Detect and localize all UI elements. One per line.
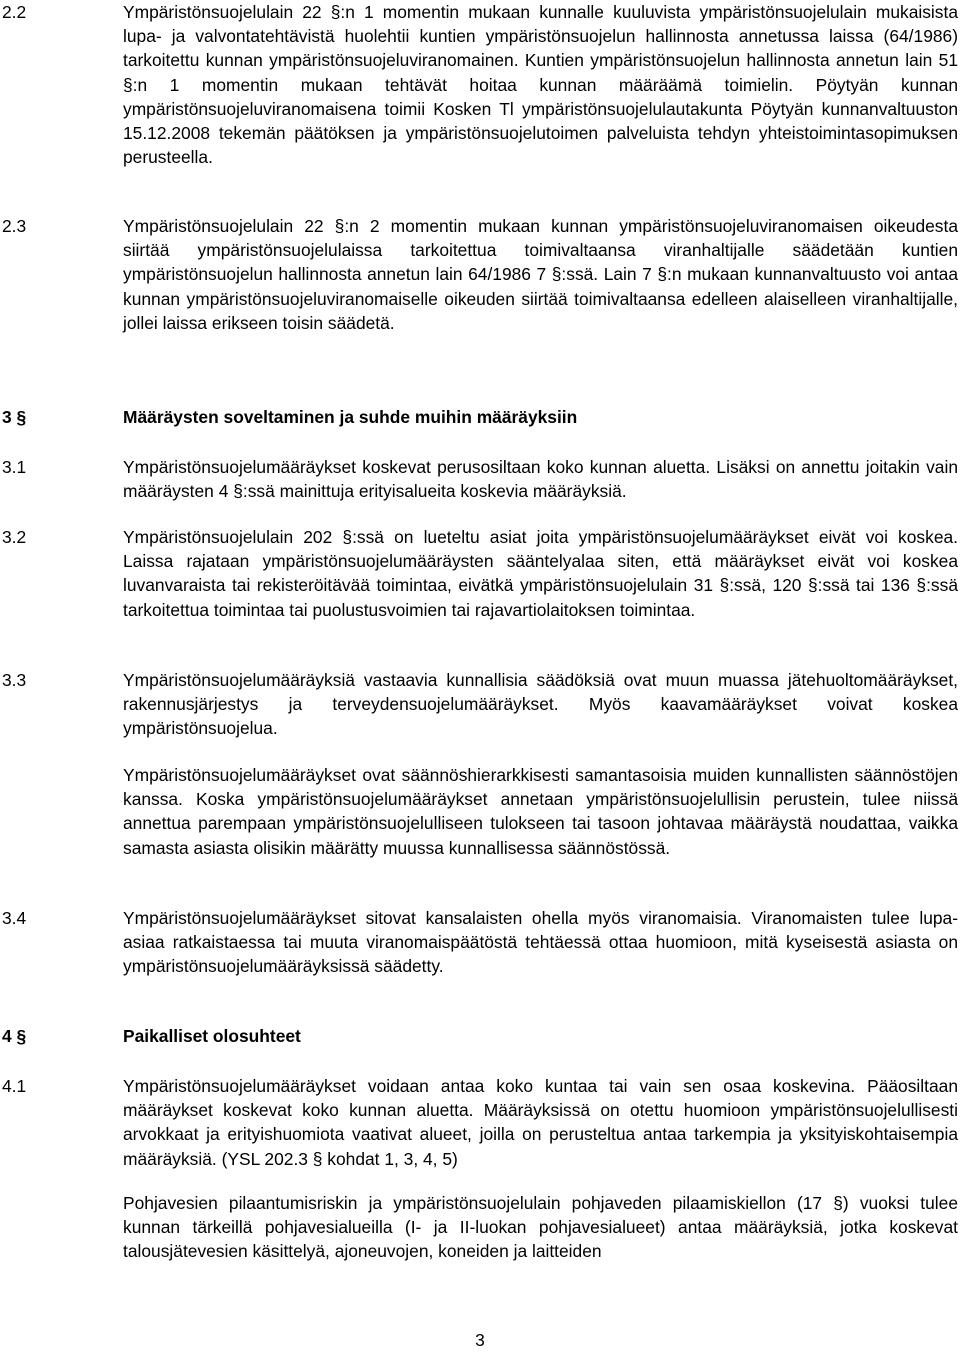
section-number: 3.3 [2, 670, 27, 690]
paragraph: Ympäristönsuojelumääräykset ovat säännöshierarkkisesti samantasoisia muiden kunnallisten säännöstöjen kanssa. Koska ympäristönsuojelumääräykset annetaan ympäristönsuojelullisin perustein, tulee niissä annettua parempaan ympäristönsuojelulliseen tulokseen tai tasoon johtavaa määräystä noudattaa, vaikka samasta asiasta olisikin määrätty muussa kunnallisessa säännöstössä. [123, 765, 958, 858]
heading-title: Paikalliset olosuhteet [123, 1026, 301, 1046]
paragraph: Pohjavesien pilaantumisriskin ja ympäristönsuojelulain pohjaveden pilaamiskiellon (17 §) vuoksi tulee kunnan tärkeillä pohjavesialueilla (I- ja II-luokan pohjavesialueet) antaa määräyksiä, jotka koskevat talousjätevesien käsittelyä, ajoneuvojen, koneiden ja laitteiden [123, 1193, 958, 1262]
section-3-2 [0, 525, 958, 622]
section-2-2 [0, 0, 958, 169]
section-number: 3.4 [2, 908, 27, 928]
section-number: 4.1 [2, 1076, 27, 1096]
section-3-3 [0, 668, 958, 741]
section-number: 3.1 [2, 457, 27, 477]
section-body [123, 1191, 958, 1264]
paragraph: Ympäristönsuojelumääräykset sitovat kansalaisten ohella myös viranomaisia. Viranomaisten tulee lupa-asiaa ratkaistaessa tai muuta viranomaispäätöstä tehtäessä ottaa huomioon, mitä kyseisestä asiasta on ympäristönsuojelumääräyksissä säädetty. [123, 908, 958, 977]
heading-section-3 [0, 405, 958, 429]
paragraph: Ympäristönsuojelulain 22 §:n 2 momentin mukaan kunnan ympäristönsuojeluviranomaisen oikeudesta siirtää ympäristönsuojelulaissa tarkoitettua toimivaltaansa viranhaltijalle säädetään kuntien ympäristönsuojelun hallinnosta annetun lain 64/1986 7 §:ssä. Lain 7 §:n mukaan kunnanvaltuusto voi antaa kunnan ympäristönsuojeluviranomaiselle oikeuden siirtää toimivaltaansa edelleen alaiselleen viranhaltijalle, jollei laissa erikseen toisin säädetä. [123, 216, 958, 333]
paragraph: Ympäristönsuojelumääräyksiä vastaavia kunnallisia säädöksiä ovat muun muassa jätehuoltomääräykset, rakennusjärjestys ja terveydensuojelumääräykset. Myös kaavamääräykset voivat koskea ympäristönsuojelua. [123, 670, 958, 739]
page-number: 3 [475, 1330, 485, 1350]
section-body [123, 763, 958, 860]
section-4-1-continued [0, 1191, 958, 1264]
section-3-1 [0, 455, 958, 503]
heading-title: Määräysten soveltaminen ja suhde muihin määräyksiin [123, 407, 578, 427]
paragraph: Ympäristönsuojelumääräykset koskevat perusosiltaan koko kunnan aluetta. Lisäksi on annettu joitakin vain määräysten 4 §:ssä mainittuja erityisalueita koskevia määräyksiä. [123, 457, 958, 502]
paragraph: Ympäristönsuojelulain 202 §:ssä on lueteltu asiat joita ympäristönsuojelumääräykset eivät voi koskea. Laissa rajataan ympäristönsuojelumääräysten sääntelyalaa siten, että määräykset eivät voi koskea luvanvaraista tai rekisteröitävää toimintaa, eivätkä ympäristönsuojelulain 31 §:ssä, 120 §:ssä tai 136 §:ssä tarkoitettua toimintaa tai puolustusvoimien tai rajavartiolaitoksen toimintaa. [123, 527, 958, 620]
section-body [123, 1074, 958, 1171]
heading-number: 3 § [2, 407, 27, 427]
section-body [123, 525, 958, 622]
section-number: 3.2 [2, 527, 27, 547]
section-2-3 [0, 214, 958, 335]
heading-section-4 [0, 1024, 958, 1048]
section-4-1 [0, 1074, 958, 1171]
paragraph: Ympäristönsuojelulain 22 §:n 1 momentin mukaan kunnalle kuuluvista ympäristönsuojelulain mukaisista lupa- ja valvontatehtävistä huolehtii kuntien ympäristönsuojelun hallinnosta annetussa laissa (64/1986) tarkoitettu kunnan ympäristönsuojeluviranomainen. Kuntien ympäristönsuojelun hallinnosta annetun lain 51 §:n 1 momentin mukaan tehtävät hoitaa kunnan määräämä toimielin. Pöytyän kunnan ympäristönsuojeluviranomaisena toimii Kosken Tl ympäristönsuojelulautakunta Pöytyän kunnanvaltuuston 15.12.2008 tekemän päätöksen ja ympäristönsuojelutoimen palveluista tehdyn yhteistoimintasopimuksen perusteella. [123, 2, 958, 168]
section-3-3-continued [0, 763, 958, 860]
section-body [123, 0, 958, 169]
section-number: 2.3 [2, 216, 27, 236]
section-number: 2.2 [2, 2, 27, 22]
paragraph: Ympäristönsuojelumääräykset voidaan antaa koko kuntaa tai vain sen osaa koskevina. Pääosiltaan määräykset koskevat koko kunnan aluetta. Määräyksissä on otettu huomioon ympäristönsuojelullisesti arvokkaat ja erityishuomiota vaativat alueet, joilla on perusteltua antaa tarkempia ja yksityiskohtaisempia määräyksiä. (YSL 202.3 § kohdat 1, 3, 4, 5) [123, 1076, 958, 1169]
section-body [123, 668, 958, 741]
section-body [123, 906, 958, 979]
section-body [123, 214, 958, 335]
section-body [123, 455, 958, 503]
section-3-4 [0, 906, 958, 979]
heading-number: 4 § [2, 1026, 27, 1046]
